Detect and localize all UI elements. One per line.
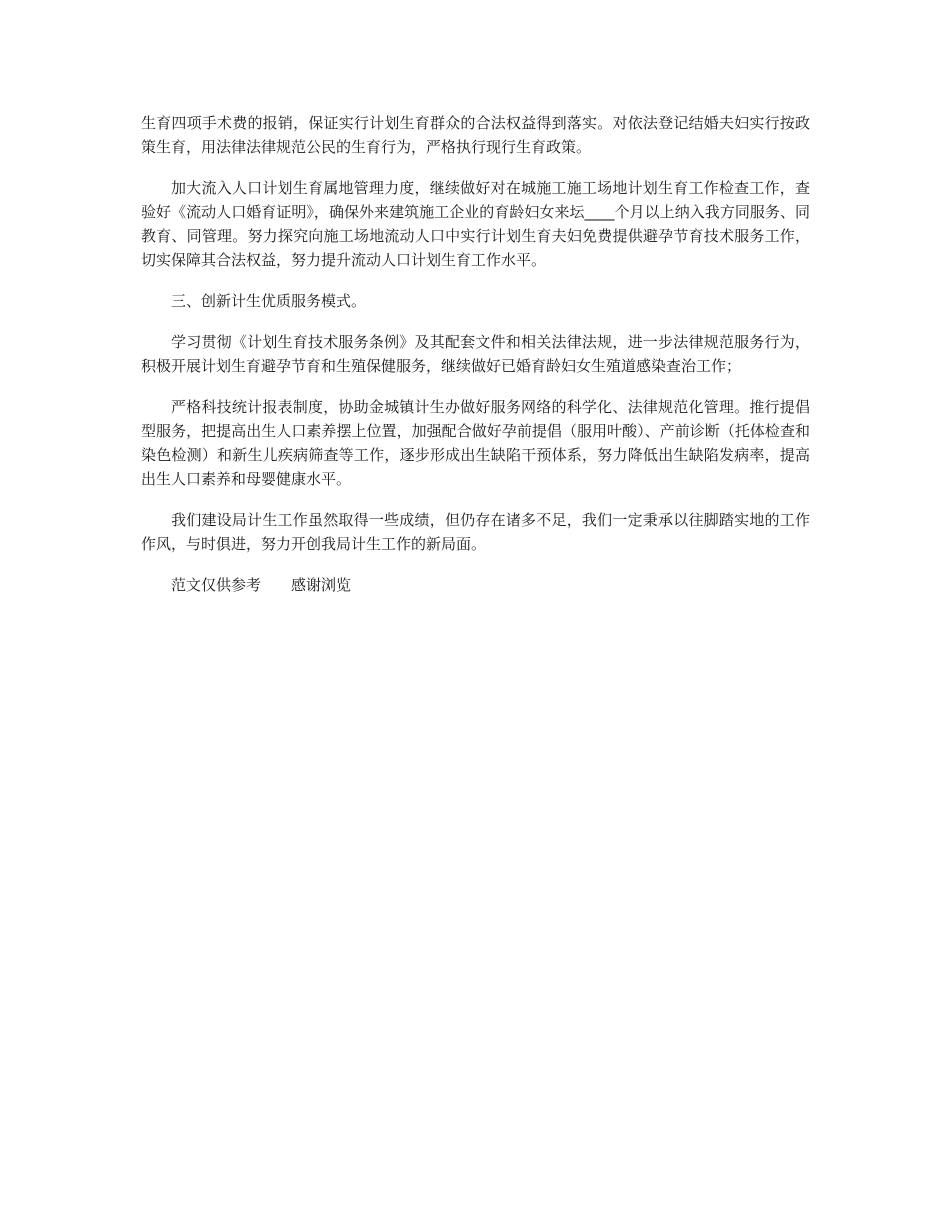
paragraph-2: 加大流入人口计划生育属地管理力度，继续做好对在城施工施工场地计划生育工作检查工作，查验好《流动人口婚育证明》，确保外来建筑施工企业的育龄妇女来坛____个月以上纳入我方同服务、同教育、同管理。努力探究向施工场地流动人口中实行计划生育夫妇免费提供避孕节育技术服务工作，切实保障其合法权益，努力提升流动人口计划生育工作水平。 bbox=[141, 179, 810, 269]
paragraph-4: 严格科技统计报表制度，协助金城镇计生办做好服务网络的科学化、法律规范化管理。推行提倡型服务，把提高出生人口素养摆上位置，加强配合做好孕前提倡（服用叶酸）、产前诊断（托体检查和染色检测）和新生儿疾病筛查等工作，逐步形成出生缺陷干预体系，努力降低出生缺陷发病率，提高出生人口素养和母婴健康水平。 bbox=[141, 398, 810, 488]
closing-note: 范文仅供参考 感谢浏览 bbox=[171, 576, 352, 594]
document-body bbox=[141, 111, 810, 614]
paragraph-5: 我们建设局计生工作虽然取得一些成绩，但仍存在诸多不足，我们一定秉承以往脚踏实地的工作作风，与时俱进，努力开创我局计生工作的新局面。 bbox=[141, 511, 810, 553]
paragraph-3: 学习贯彻《计划生育技术服务条例》及其配套文件和相关法律法规，进一步法律规范服务行为，积极开展计划生育避孕节育和生殖保健服务，继续做好已婚育龄妇女生殖道感染查治工作； bbox=[141, 333, 810, 375]
paragraph-1: 生育四项手术费的报销，保证实行计划生育群众的合法权益得到落实。对依法登记结婚夫妇实行按政策生育，用法律法律规范公民的生育行为，严格执行现行生育政策。 bbox=[141, 114, 810, 156]
section-heading: 三、创新计生优质服务模式。 bbox=[171, 292, 367, 310]
